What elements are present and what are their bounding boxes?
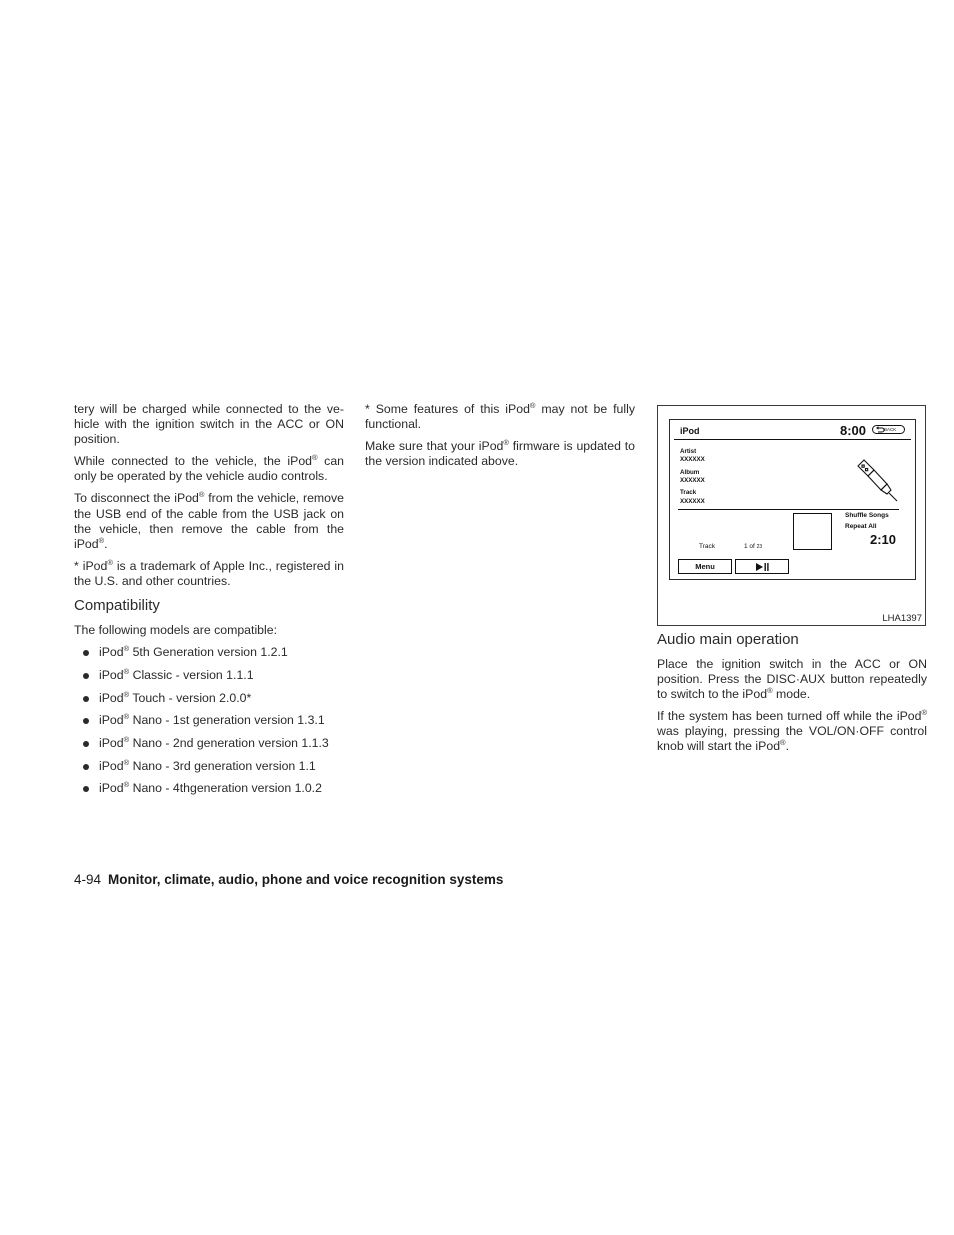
bullet-dot (83, 764, 89, 770)
paragraph-trademark: * iPod® is a trademark of Apple Inc., registered in the U.S. and other countries. (74, 557, 344, 588)
right-column (657, 631, 927, 762)
bullet-dot (83, 696, 89, 702)
list-item: iPod® Nano - 2nd generation version 1.1.3 (74, 736, 344, 751)
page-number: 4-94 (74, 872, 102, 887)
paragraph-compatible-intro: The following models are compatible: (74, 623, 278, 638)
artist-label: Artist (680, 448, 697, 455)
compatible-models-list (74, 645, 344, 796)
screen-title: iPod (680, 426, 700, 436)
bullet-dot (83, 786, 89, 792)
paragraph-disconnect: To disconnect the iPod® from the vehicle, remove the USB end of the cable from the USB jack on the vehicle, then remove the cable from the iPod®. (74, 490, 345, 551)
elapsed-time: 2:10 (870, 532, 897, 547)
ipod-screen-figure (657, 405, 926, 626)
paragraph-firmware: Make sure that your iPod® firmware is updated to the version indicated above. (365, 438, 635, 469)
track-value: XXXXXX (680, 498, 705, 505)
ipod-display-illustration (669, 419, 916, 580)
back-label: BACK (884, 427, 897, 432)
paragraph-ignition: Place the ignition switch in the ACC or ON position. Press the DISC·AUX button repeatedly to switch to the iPod® mode. (657, 657, 927, 702)
list-item: iPod® Nano - 3rd generation version 1.1 (74, 759, 344, 774)
screen-clock: 8:00 (840, 423, 867, 438)
list-item: iPod® Touch - version 2.0.0* (74, 691, 344, 706)
album-label: Album (680, 469, 700, 476)
heading-audio-main-operation: Audio main operation (657, 631, 799, 648)
back-arrow-icon (875, 426, 885, 434)
menu-button: Menu (678, 559, 732, 574)
shuffle-mode: Shuffle Songs (845, 512, 889, 519)
artist-value: XXXXXX (680, 456, 705, 463)
left-column (74, 402, 344, 804)
back-button (872, 425, 905, 434)
paragraph-controls: While connected to the vehicle, the iPod® can only be operated by the vehicle audio controls. (74, 453, 344, 484)
bullet-dot (83, 718, 89, 724)
list-item: iPod® 5th Generation version 1.2.1 (74, 645, 344, 660)
screen-divider (678, 509, 899, 510)
list-item: iPod® Classic - version 1.1.1 (74, 668, 344, 683)
page-footer (74, 872, 503, 887)
list-item: iPod® Nano - 4thgeneration version 1.0.2 (74, 781, 344, 796)
repeat-mode: Repeat All (845, 523, 877, 530)
track-word: Track (699, 543, 716, 550)
chapter-title: Monitor, climate, audio, phone and voice recognition systems (108, 872, 504, 887)
play-pause-icon (754, 562, 770, 572)
album-value: XXXXXX (680, 477, 705, 484)
album-art-box (793, 513, 832, 550)
heading-compatibility: Compatibility (74, 597, 160, 615)
bullet-dot (83, 650, 89, 656)
middle-column (365, 402, 635, 476)
figure-code: LHA1397 (882, 613, 922, 624)
list-item: iPod® Nano - 1st generation version 1.3.1 (74, 713, 344, 728)
screen-divider (674, 439, 911, 440)
bullet-dot (83, 741, 89, 747)
track-position: 1 of 23 (744, 543, 763, 550)
track-label: Track (680, 489, 697, 496)
play-pause-button (735, 559, 789, 574)
paragraph-features-note: * Some features of this iPod® may not be fully functional. (365, 401, 635, 432)
bullet-dot (83, 673, 89, 679)
usb-cable-icon (853, 456, 901, 504)
paragraph-resume: If the system has been turned off while the iPod® was playing, pressing the VOL/ON·OFF control knob will start the iPod®. (657, 708, 927, 754)
paragraph-battery: tery will be charged while connected to the ve-hicle with the ignition switch in the ACC or ON position. (74, 402, 344, 447)
